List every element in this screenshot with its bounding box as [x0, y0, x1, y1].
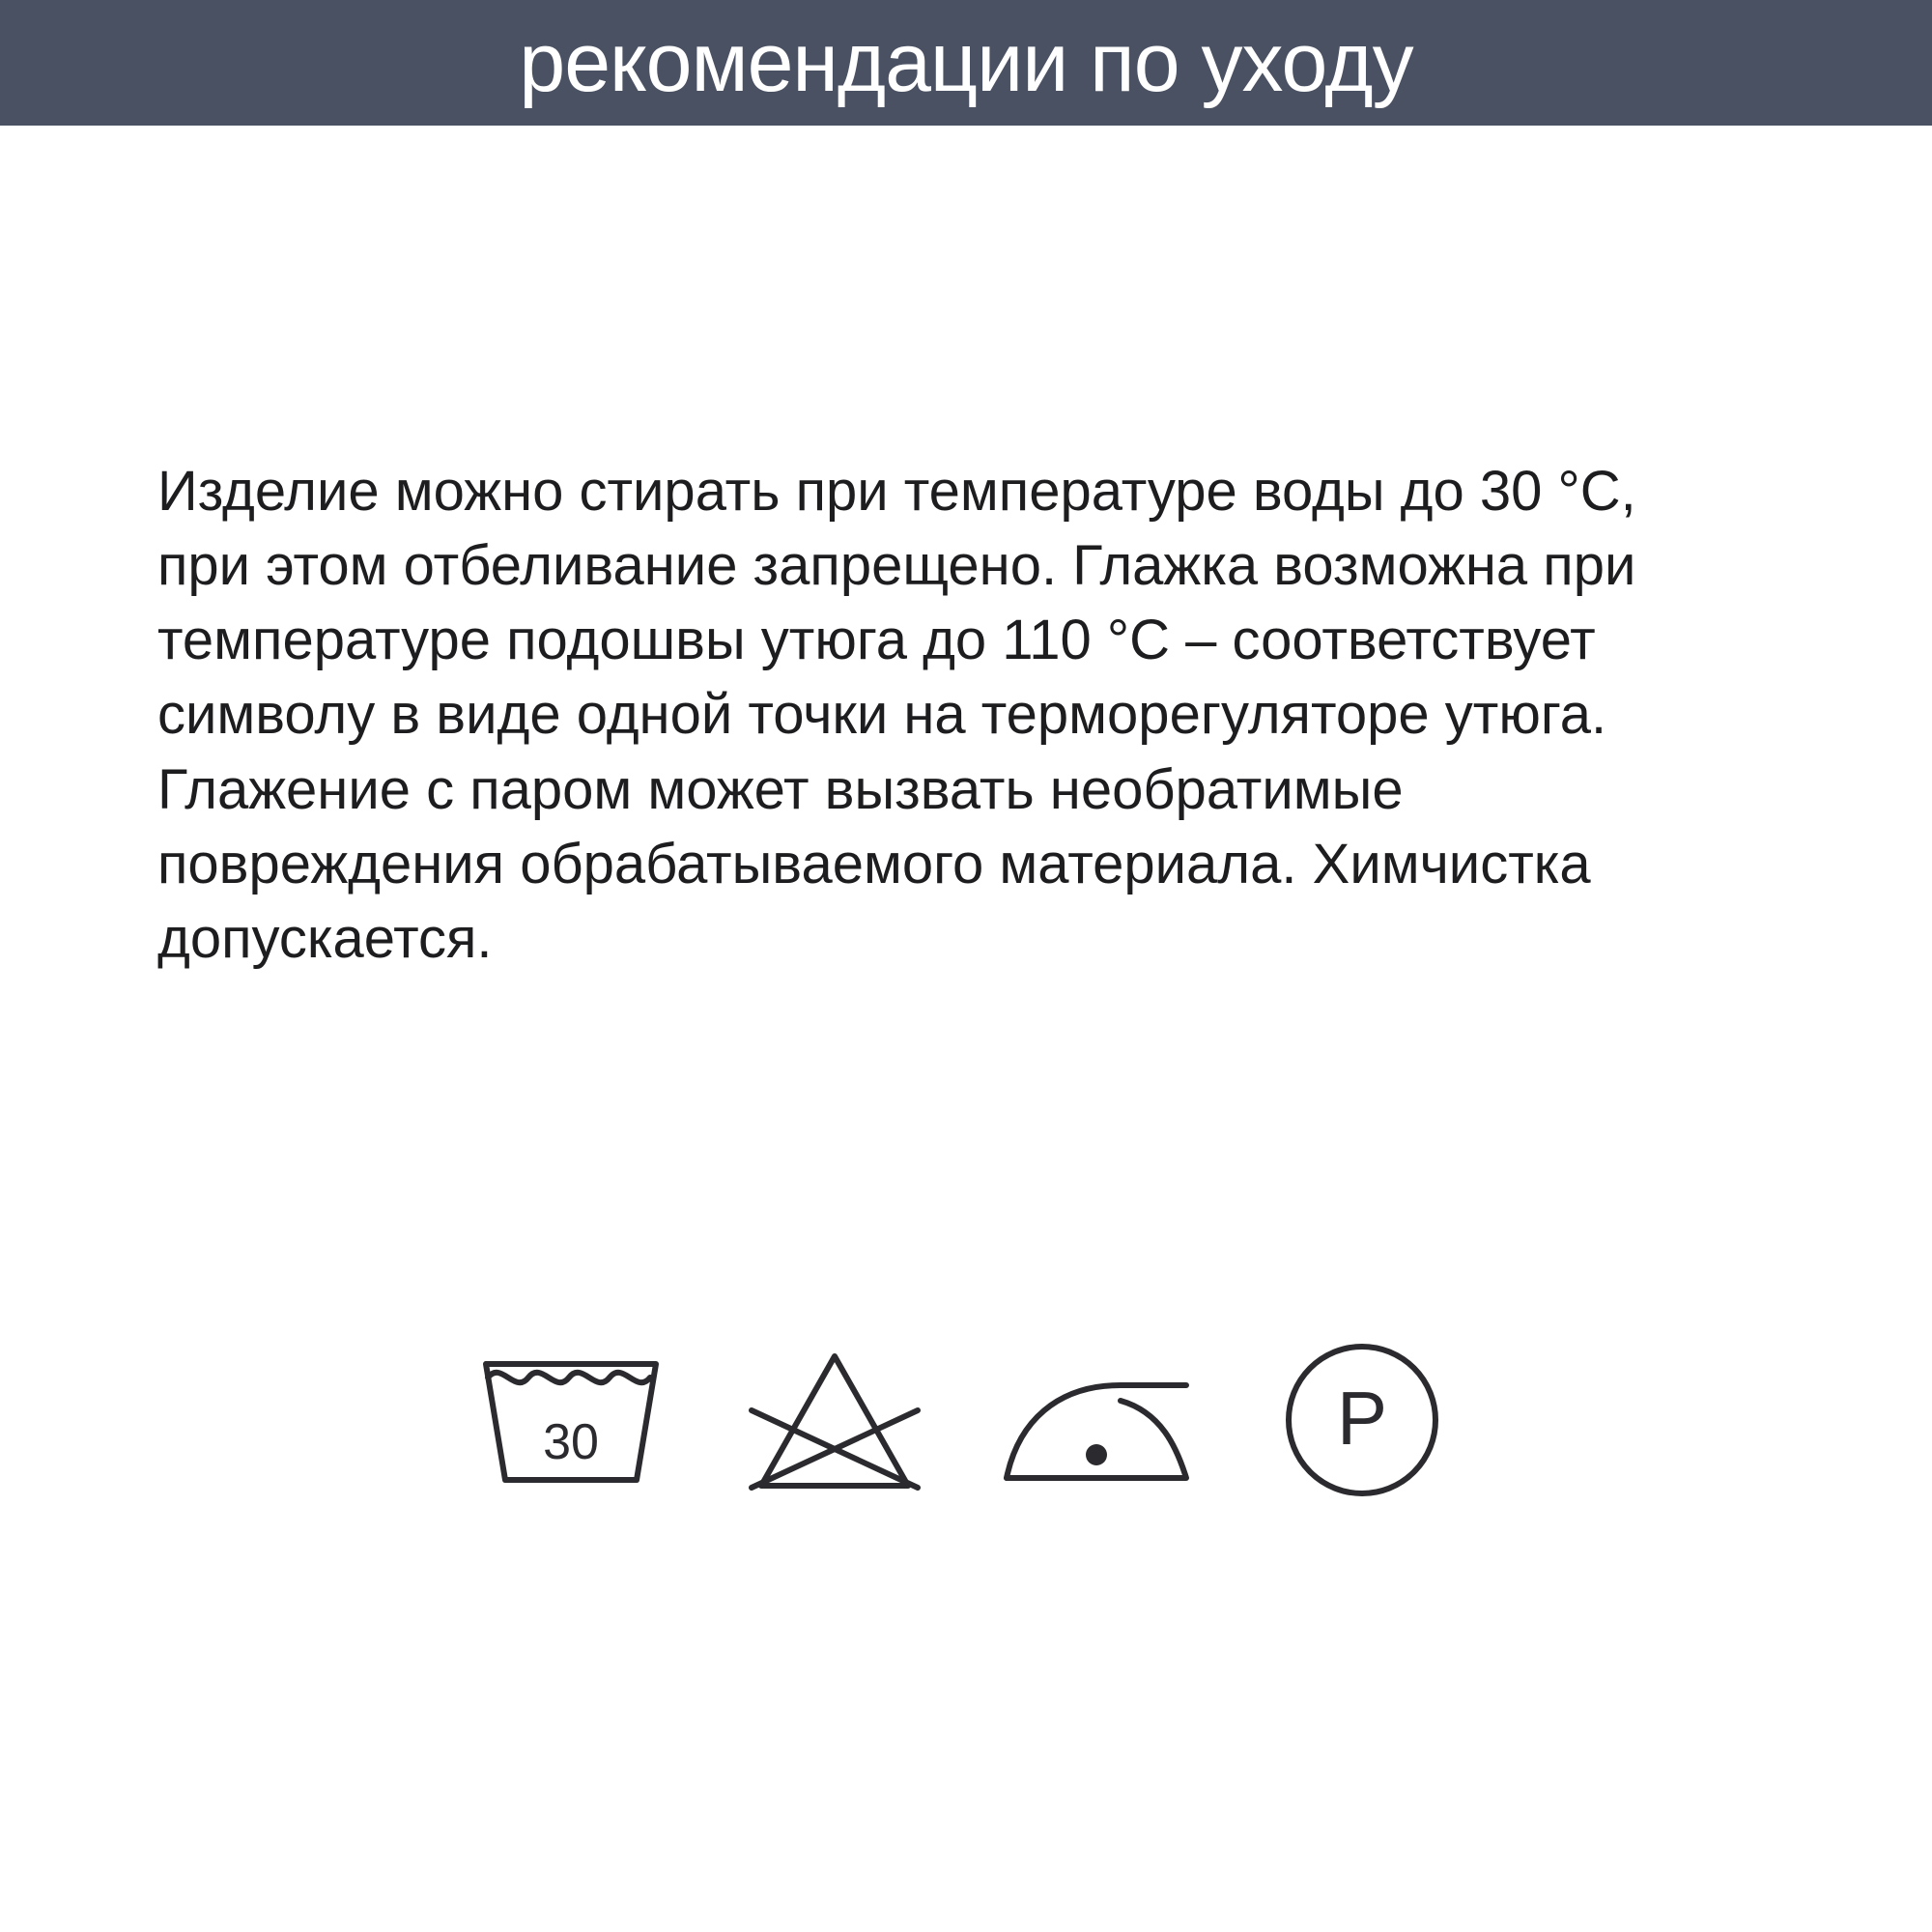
dry-clean-circle-p-icon [1289, 1347, 1435, 1493]
wash-temperature-label: 30 [542, 1414, 599, 1470]
page-title: рекомендации по уходу [519, 16, 1413, 109]
page-header [0, 0, 1932, 126]
care-symbol-dry-clean-p [1258, 1323, 1465, 1517]
iron-dot [1086, 1444, 1107, 1465]
iron-one-dot-icon [1007, 1385, 1186, 1478]
care-symbol-iron-one-dot [994, 1323, 1202, 1517]
care-description-text: Изделие можно стирать при температуре воды до 30 °C, при этом отбеливание запрещено. Глажка возможна при температуре подошвы утюга до 110 °C – соответствует символу в виде одной точки на терморегуляторе утюга. Глажение с паром может вызвать необратимые повреждения обрабатываемого материала. Химчистка допускается. [157, 460, 1636, 970]
no-bleach-triangle-icon [752, 1356, 918, 1488]
wash-tub-icon [486, 1364, 656, 1480]
care-symbols-row [0, 1323, 1932, 1517]
care-symbol-wash-30 [467, 1323, 674, 1517]
care-symbol-do-not-bleach [730, 1323, 938, 1517]
dry-clean-letter: P [1336, 1376, 1387, 1461]
